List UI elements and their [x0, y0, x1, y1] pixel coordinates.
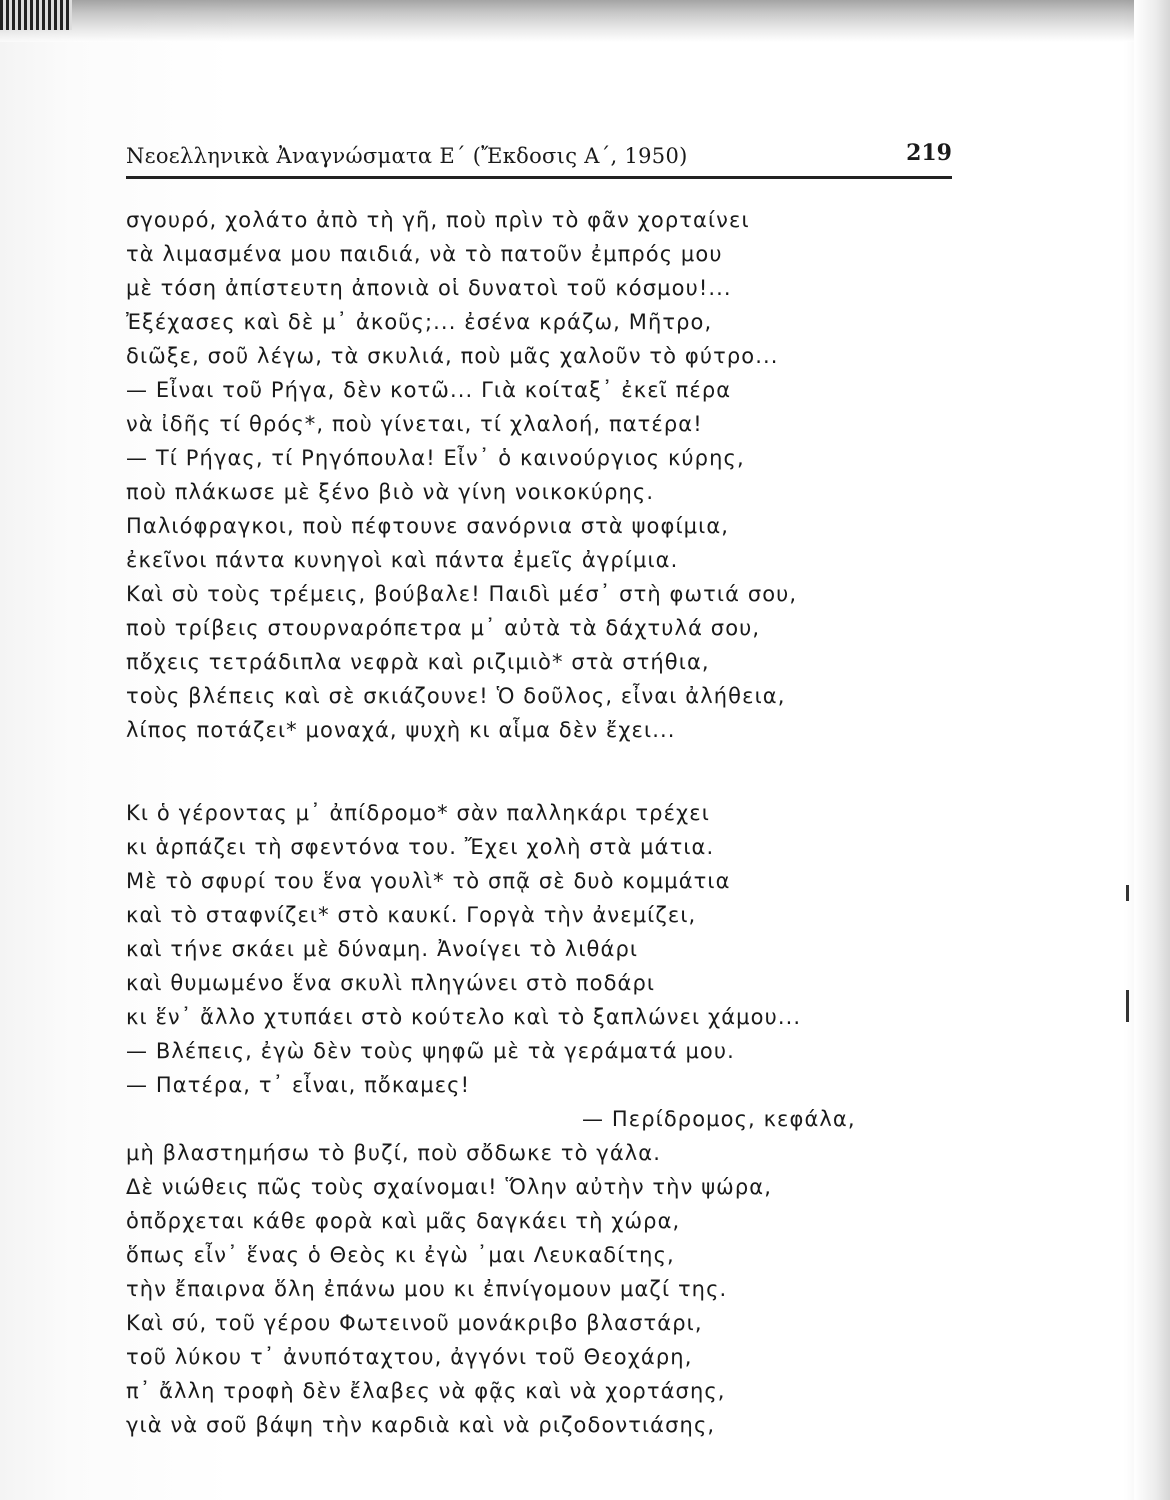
poem-line: τοῦ λύκου τ᾽ ἀνυπόταχτου, ἀγγόνι τοῦ Θεοχάρη, [126, 1345, 693, 1369]
scanned-right-edge [1134, 0, 1170, 1500]
poem-line: Καὶ σὺ τοὺς τρέμεις, βούβαλε! Παιδὶ μέσ᾽ στὴ φωτιά σου, [126, 582, 798, 606]
poem-line: λίπος ποτάζει* μοναχά, ψυχὴ κι αἷμα δὲν ἔχει... [126, 718, 676, 742]
poem-line: — Βλέπεις, ἐγὼ δὲν τοὺς ψηφῶ μὲ τὰ γεράματά μου. [126, 1039, 735, 1063]
poem-text [126, 203, 926, 1442]
margin-mark [1126, 885, 1129, 901]
poem-line: μὲ τόση ἀπίστευτη ἀπονιὰ οἱ δυνατοὶ τοῦ κόσμου!... [126, 276, 732, 300]
poem-line: Κι ὁ γέροντας μ᾽ ἀπίδρομο* σὰν παλληκάρι τρέχει [126, 801, 710, 825]
poem-line: Δὲ νιώθεις πῶς τοὺς σχαίνομαι! Ὅλην αὐτὴν τὴν ψώρα, [126, 1175, 772, 1199]
poem-line: τὰ λιμασμένα μου παιδιά, νὰ τὸ πατοῦν ἐμπρός μου [126, 242, 723, 266]
poem-line: σγουρό, χολάτο ἀπὸ τὴ γῆ, ποὺ πρὶν τὸ φᾶν χορταίνει [126, 208, 750, 232]
poem-line: καὶ τὸ σταφνίζει* στὸ καυκί. Γοργὰ τὴν ἀνεμίζει, [126, 903, 697, 927]
poem-line: — Εἶναι τοῦ Ρήγα, δὲν κοτῶ... Γιὰ κοίταξ᾽ ἐκεῖ πέρα [126, 378, 732, 402]
poem-line: πὄχεις τετράδιπλα νεφρὰ καὶ ριζιμιὸ* στὰ στήθια, [126, 650, 710, 674]
poem-line: διῶξε, σοῦ λέγω, τὰ σκυλιά, ποὺ μᾶς χαλοῦν τὸ φύτρο... [126, 344, 779, 368]
poem-line: ποὺ τρίβεις στουρναρόπετρα μ᾽ αὐτὰ τὰ δάχτυλά σου, [126, 616, 761, 640]
poem-line: νὰ ἰδῆς τί θρός*, ποὺ γίνεται, τί χλαλοή, πατέρα! [126, 412, 703, 436]
poem-line: μὴ βλαστημήσω τὸ βυζί, ποὺ σὄδωκε τὸ γάλα. [126, 1141, 662, 1165]
stanza-break [126, 747, 926, 796]
poem-line: τοὺς βλέπεις καὶ σὲ σκιάζουνε! Ὁ δοῦλος, εἶναι ἀλήθεια, [126, 684, 786, 708]
header-title: Νεοελληνικὰ Ἀναγνώσματα Ε΄ (Ἔκδοσις Α΄, 1950) [126, 144, 688, 168]
margin-mark [1126, 990, 1129, 1022]
poem-line: ὅπως εἶν᾽ ἕνας ὁ Θεὸς κι ἐγὼ ᾽μαι Λευκαδίτης, [126, 1243, 675, 1267]
poem-line: καὶ τήνε σκάει μὲ δύναμη. Ἀνοίγει τὸ λιθάρι [126, 937, 639, 961]
poem-line: κι ἁρπάζει τὴ σφεντόνα του. Ἔχει χολὴ στὰ μάτια. [126, 835, 715, 859]
poem-line: Καὶ σύ, τοῦ γέρου Φωτεινοῦ μονάκριβο βλαστάρι, [126, 1311, 703, 1335]
poem-line: Παλιόφραγκοι, ποὺ πέφτουνε σανόρνια στὰ ψοφίμια, [126, 514, 730, 538]
poem-line: ἐκεῖνοι πάντα κυνηγοὶ καὶ πάντα ἐμεῖς ἀγρίμια. [126, 548, 679, 572]
scanned-top-edge [0, 0, 1170, 42]
poem-line: π᾽ ἄλλη τροφὴ δὲν ἔλαβες νὰ φᾷς καὶ νὰ χορτάσης, [126, 1379, 726, 1403]
poem-line: κι ἕν᾽ ἄλλο χτυπάει στὸ κούτελο καὶ τὸ ξαπλώνει χάμου... [126, 1005, 802, 1029]
header-rule [126, 176, 952, 179]
poem-line-indented: — Περίδρομος, κεφάλα, [582, 1107, 856, 1131]
poem-line: Ἐξέχασες καὶ δὲ μ᾽ ἀκοῦς;... ἐσένα κράζω, Μῆτρο, [126, 310, 713, 334]
running-header [126, 140, 952, 180]
poem-line: — Τί Ρήγας, τί Ρηγόπουλα! Εἶν᾽ ὁ καινούργιος κύρης, [126, 446, 745, 470]
page-number: 219 [906, 140, 952, 166]
poem-line: ὁπὄρχεται κάθε φορὰ καὶ μᾶς δαγκάει τὴ χώρα, [126, 1209, 681, 1233]
poem-line: Μὲ τὸ σφυρί του ἕνα γουλὶ* τὸ σπᾷ σὲ δυὸ κομμάτια [126, 869, 731, 893]
poem-line: — Πατέρα, τ᾽ εἶναι, πὄκαμες! [126, 1073, 471, 1097]
poem-line: τὴν ἔπαιρνα ὅλη ἐπάνω μου κι ἐπνίγομουν μαζί της. [126, 1277, 728, 1301]
poem-line: καὶ θυμωμένο ἕνα σκυλὶ πληγώνει στὸ ποδάρι [126, 971, 656, 995]
poem-line: γιὰ νὰ σοῦ βάψη τὴν καρδιὰ καὶ νὰ ριζοδοντιάσης, [126, 1413, 716, 1437]
book-binding [0, 0, 72, 30]
poem-line: ποὺ πλάκωσε μὲ ξένο βιὸ νὰ γίνη νοικοκύρης. [126, 480, 655, 504]
